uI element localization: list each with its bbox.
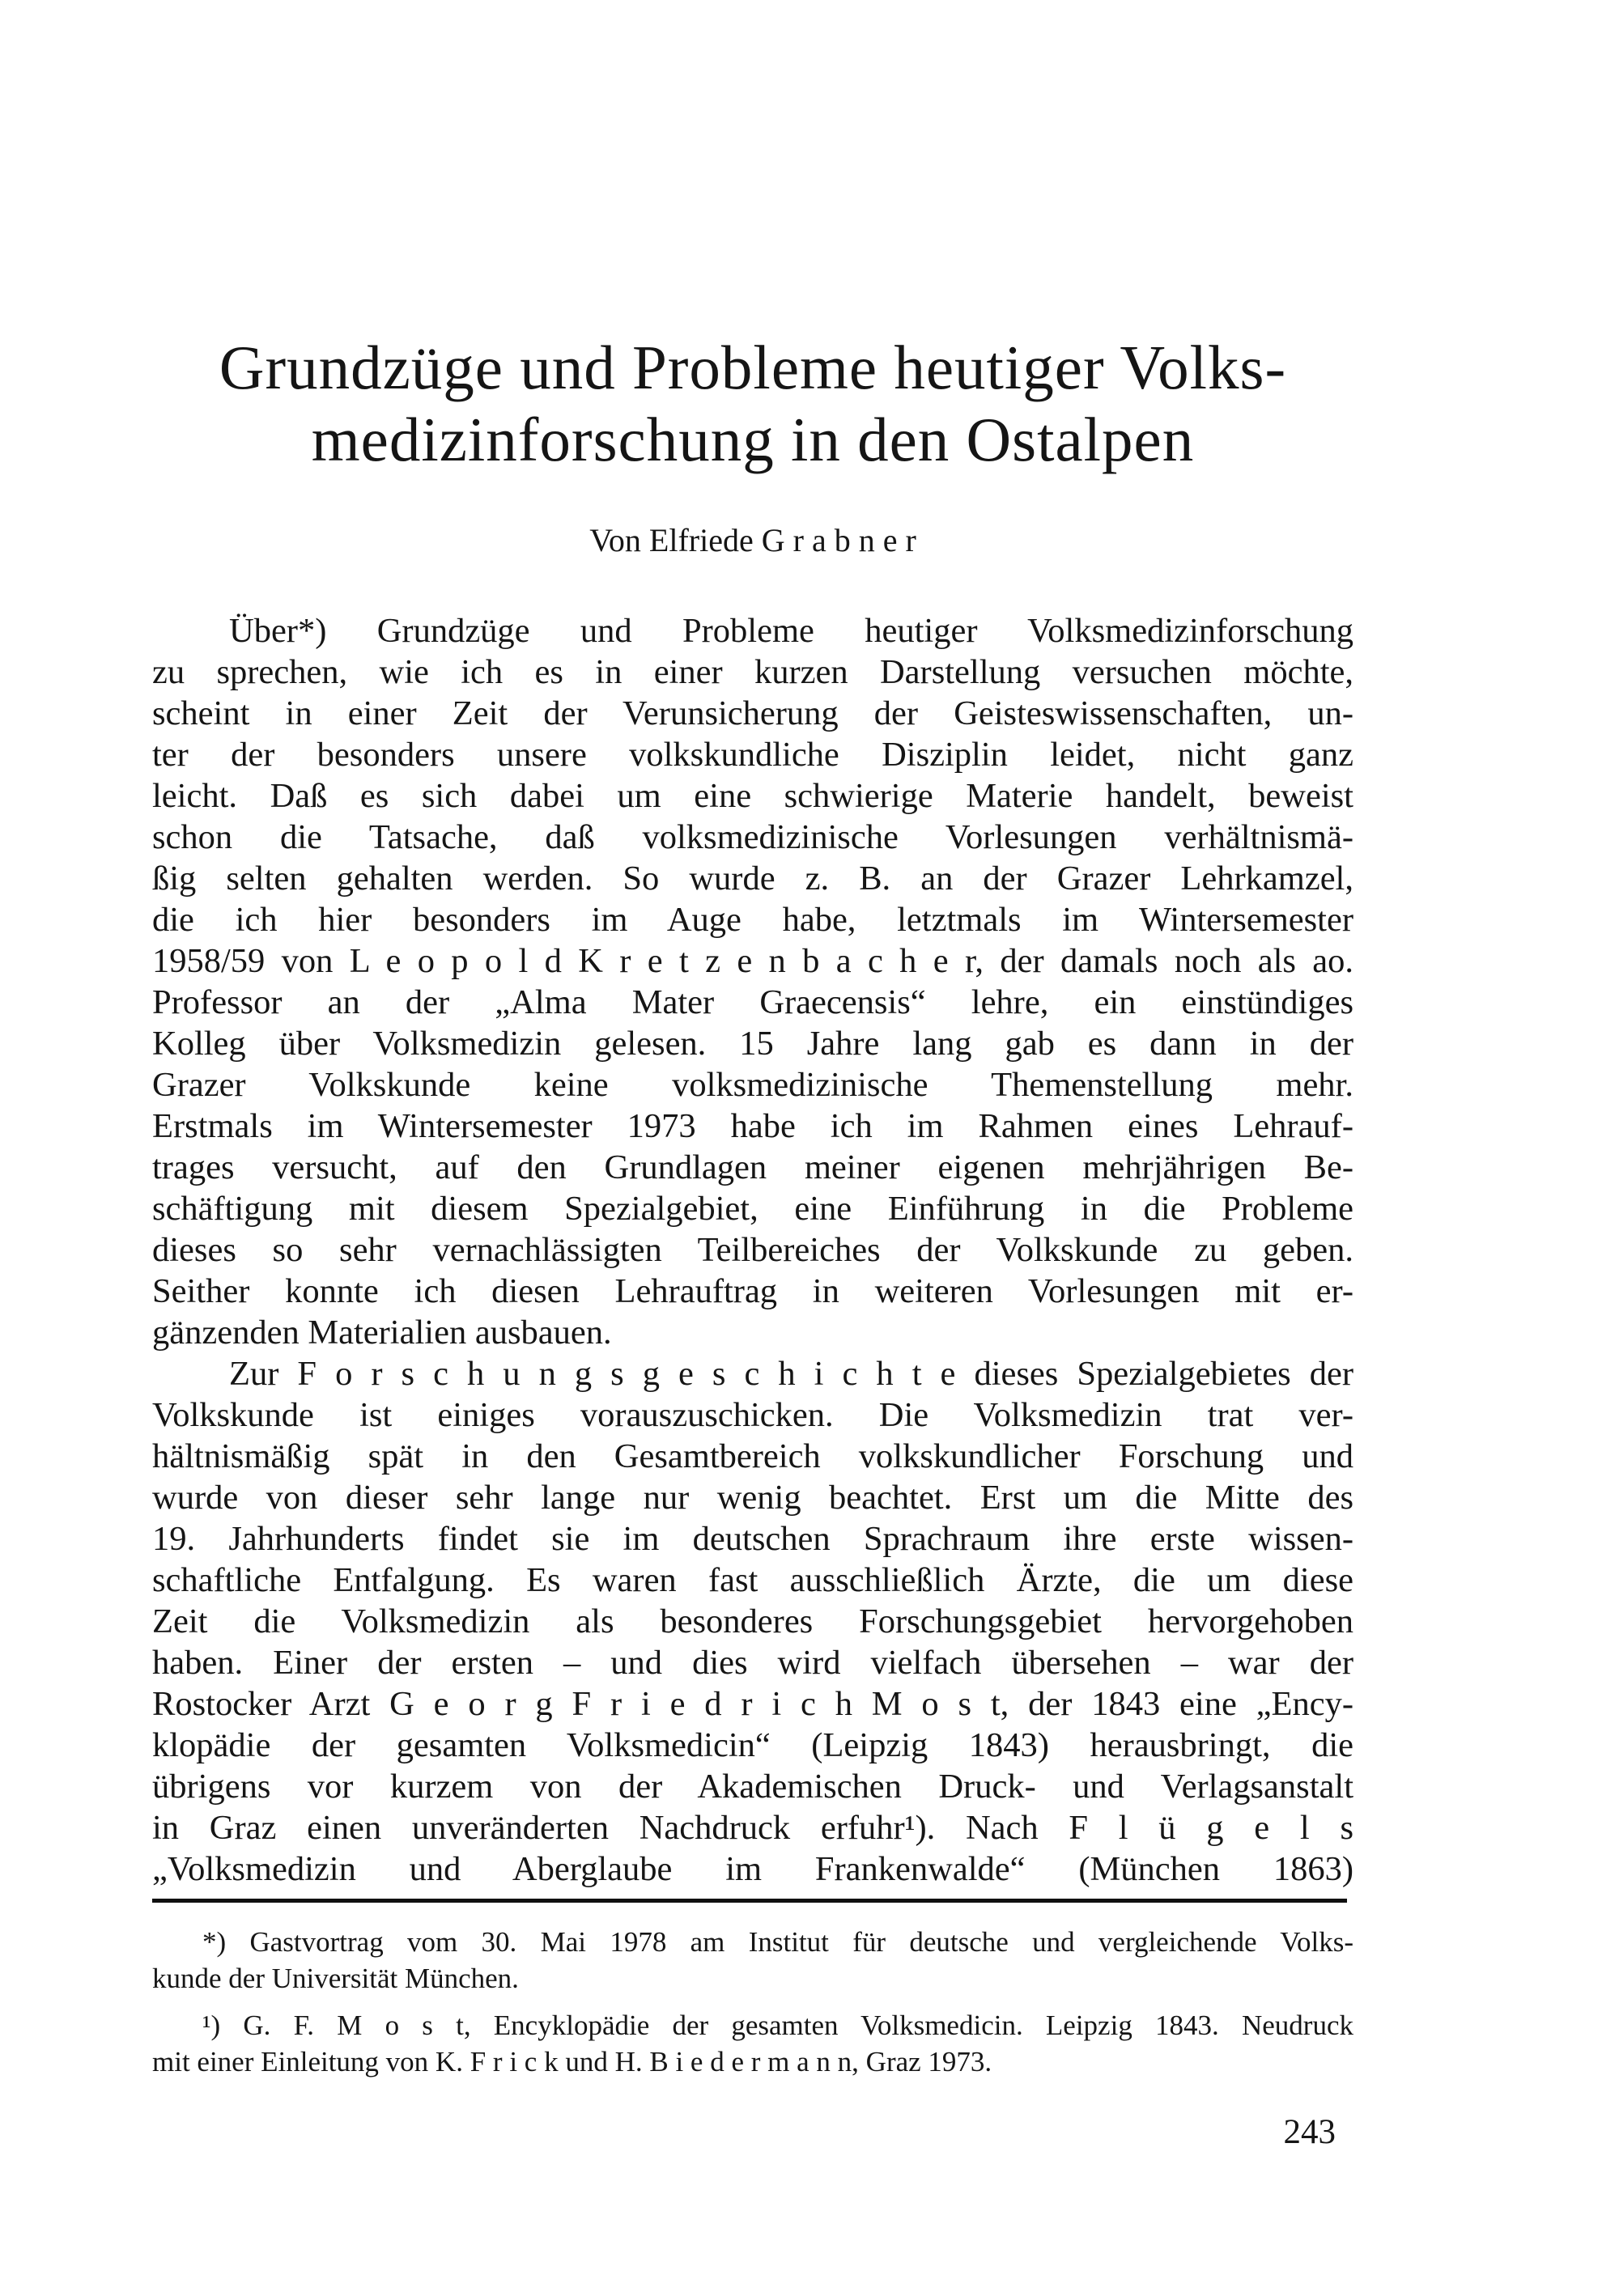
paragraph: [152, 1353, 1353, 1890]
text-line: dieses so sehr vernachlässigten Teilbereiches der Volkskunde zu geben.: [152, 1231, 1353, 1269]
text-line: wurde von dieser sehr lange nur wenig beachtet. Erst um die Mitte des: [152, 1479, 1353, 1517]
text-column: [152, 0, 1353, 2080]
footnote: [152, 2007, 1353, 2080]
text-line: scheint in einer Zeit der Verunsicherung der Geisteswissenschaften, un-: [152, 694, 1353, 732]
text-line: Grazer Volkskunde keine volksmedizinische Themenstellung mehr.: [152, 1066, 1353, 1104]
text-line: ¹) G. F. M o s t, Encyklopädie der gesamten Volksmedicin. Leipzig 1843. Neudruck: [202, 2010, 1353, 2041]
text-line: Zeit die Volksmedizin als besonderes Forschungsgebiet hervorgehoben: [152, 1602, 1353, 1640]
footnotes: [152, 1924, 1353, 2080]
paragraph: [152, 610, 1353, 1353]
byline: Von Elfriede G r a b n e r: [589, 522, 916, 558]
text-line: kunde der Universität München.: [152, 1963, 519, 1994]
text-line: Kolleg über Volksmedizin gelesen. 15 Jahre lang gab es dann in der: [152, 1025, 1353, 1063]
text-line: 19. Jahrhunderts findet sie im deutschen Sprachraum ihre erste wissen-: [152, 1520, 1353, 1558]
footnote-divider: [152, 1899, 1347, 1903]
footnote: [152, 1924, 1353, 1997]
text-line: schäftigung mit diesem Spezialgebiet, eine Einführung in die Probleme: [152, 1190, 1353, 1228]
text-line: Zur F o r s c h u n g s g e s c h i c h t e dieses Spezialgebietes der: [229, 1355, 1353, 1393]
text-line: gänzenden Materialien ausbauen.: [152, 1314, 612, 1352]
text-line: ßig selten gehalten werden. So wurde z. B. an der Grazer Lehrkamzel,: [152, 859, 1353, 898]
text-line: Rostocker Arzt G e o r g F r i e d r i c h M o s t, der 1843 eine „Ency-: [152, 1685, 1353, 1723]
text-line: leicht. Daß es sich dabei um eine schwierige Materie handelt, beweist: [152, 777, 1353, 815]
text-line: hältnismäßig spät in den Gesamtbereich volkskundlicher Forschung und: [152, 1437, 1353, 1475]
text-line: zu sprechen, wie ich es in einer kurzen Darstellung versuchen möchte,: [152, 653, 1353, 691]
text-line: übrigens vor kurzem von der Akademischen Druck- und Verlagsanstalt: [152, 1768, 1353, 1806]
page-number: 243: [1283, 2113, 1336, 2151]
text-line: haben. Einer der ersten – und dies wird vielfach übersehen – war der: [152, 1644, 1353, 1682]
text-line: *) Gastvortrag vom 30. Mai 1978 am Institut für deutsche und vergleichende Volks-: [202, 1926, 1353, 1958]
article-title: [152, 332, 1353, 476]
text-line: klopädie der gesamten Volksmedicin“ (Leipzig 1843) herausbringt, die: [152, 1726, 1353, 1764]
text-line: schaftliche Entfalgung. Es waren fast ausschließlich Ärzte, die um diese: [152, 1561, 1353, 1599]
text-line: ter der besonders unsere volkskundliche Disziplin leidet, nicht ganz: [152, 736, 1353, 774]
article-body: [152, 610, 1353, 1890]
article-title-line-1: Grundzüge und Probleme heutiger Volks-: [219, 333, 1287, 402]
text-line: Volkskunde ist einiges vorauszuschicken. Die Volksmedizin trat ver-: [152, 1396, 1353, 1434]
text-line: die ich hier besonders im Auge habe, letztmals im Wintersemester: [152, 901, 1353, 939]
text-line: trages versucht, auf den Grundlagen meiner eigenen mehrjährigen Be-: [152, 1148, 1353, 1186]
text-line: schon die Tatsache, daß volksmedizinische Vorlesungen verhältnismä-: [152, 818, 1353, 856]
text-line: Erstmals im Wintersemester 1973 habe ich im Rahmen eines Lehrauf-: [152, 1107, 1353, 1145]
text-line: „Volksmedizin und Aberglaube im Frankenwalde“ (München 1863): [152, 1850, 1353, 1888]
text-line: Seither konnte ich diesen Lehrauftrag in weiteren Vorlesungen mit er-: [152, 1272, 1353, 1310]
text-line: mit einer Einleitung von K. F r i c k und H. B i e d e r m a n n, Graz 1973.: [152, 2046, 992, 2077]
text-line: 1958/59 von L e o p o l d K r e t z e n b a c h e r, der damals noch als ao.: [152, 942, 1353, 980]
text-line: Über*) Grundzüge und Probleme heutiger Volksmedizinforschung: [229, 612, 1353, 650]
text-line: Professor an der „Alma Mater Graecensis“ lehre, ein einstündiges: [152, 983, 1353, 1021]
text-line: in Graz einen unveränderten Nachdruck erfuhr¹). Nach F l ü g e l s: [152, 1809, 1353, 1847]
article-title-line-2: medizinforschung in den Ostalpen: [311, 405, 1195, 474]
